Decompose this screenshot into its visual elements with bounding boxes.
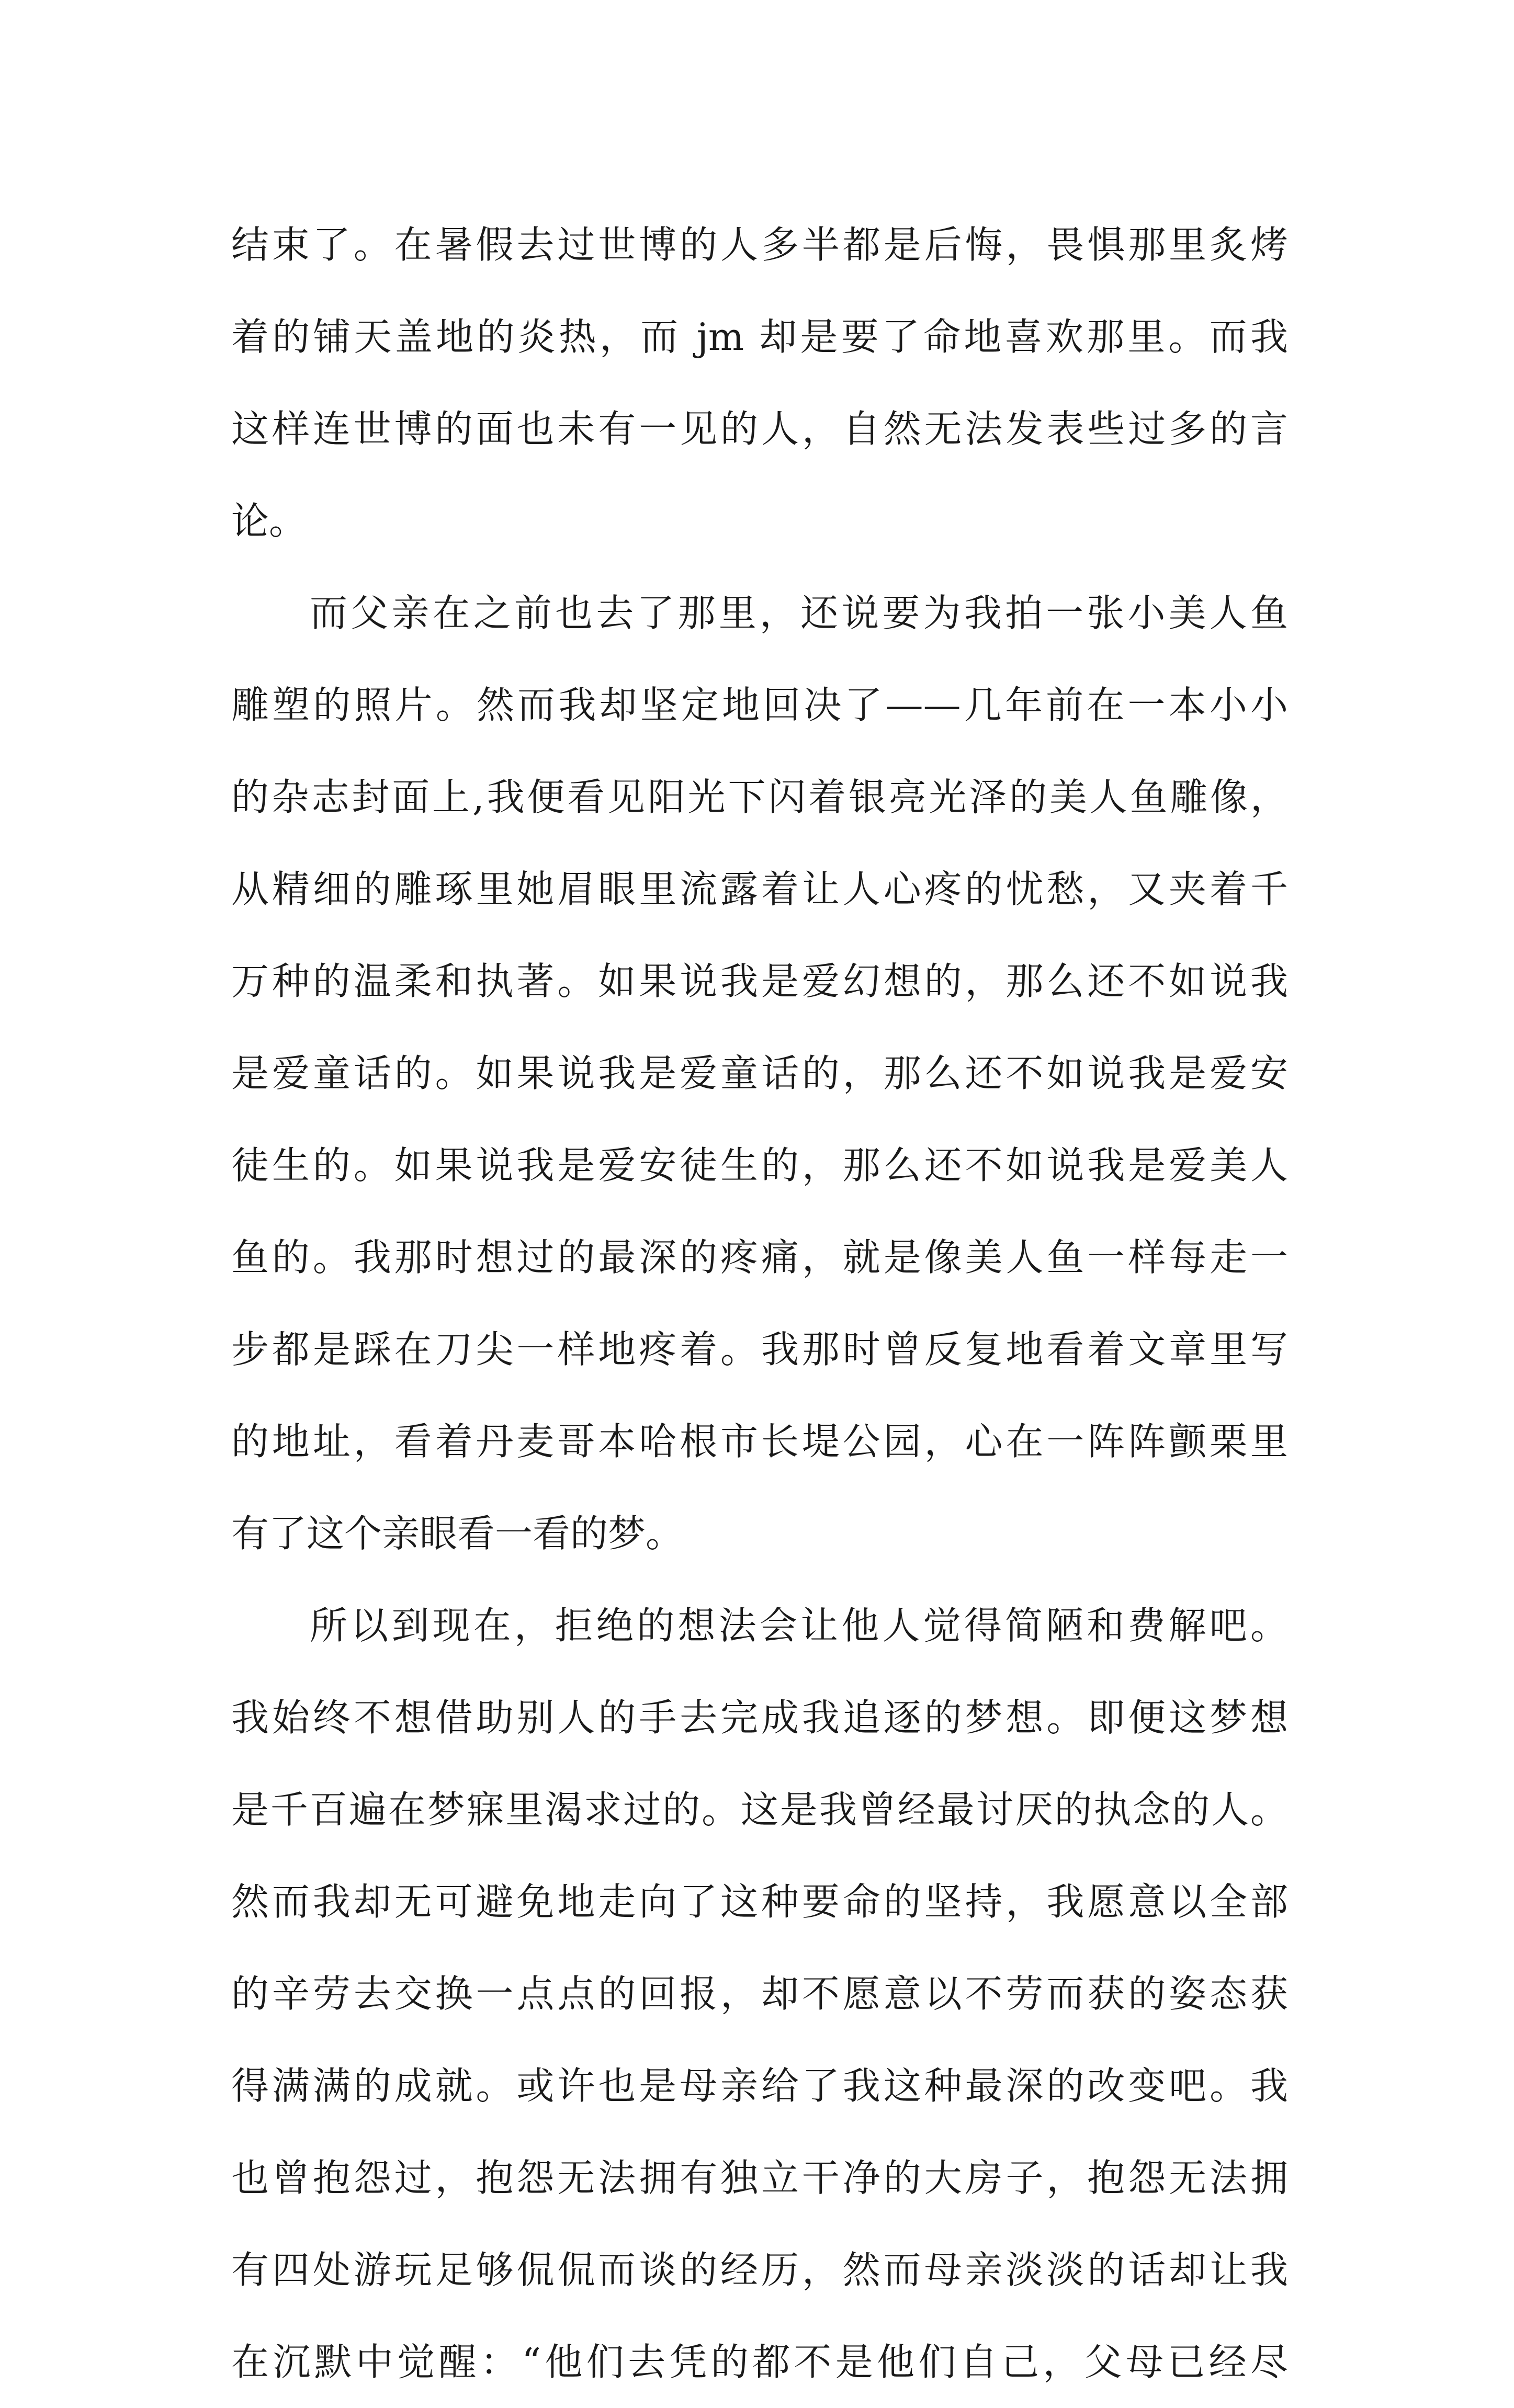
- text-line: 是爱童话的。如果说我是爱童话的，那么还不如说我是爱安: [231, 1051, 1288, 1095]
- paragraph-first-line: 而父亲在之前也去了那里，还说要为我拍一张小美人鱼: [310, 591, 1288, 635]
- text-line: 也曾抱怨过，抱怨无法拥有独立干净的大房子，抱怨无法拥: [231, 2156, 1288, 2200]
- text-line: 的地址，看着丹麦哥本哈根市长堤公园，心在一阵阵颤栗里: [231, 1419, 1288, 1463]
- text-line: 是千百遍在梦寐里渴求过的。这是我曾经最讨厌的执念的人。: [231, 1788, 1288, 1832]
- paragraph-first-line: 所以到现在，拒绝的想法会让他人觉得简陋和费解吧。: [310, 1604, 1288, 1648]
- text-line: 的杂志封面上,我便看见阳光下闪着银亮光泽的美人鱼雕像，: [231, 775, 1288, 819]
- text-line: 的辛劳去交换一点点的回报，却不愿意以不劳而获的姿态获: [231, 1972, 1288, 2016]
- text-line: 万种的温柔和执著。如果说我是爱幻想的，那么还不如说我: [231, 959, 1288, 1003]
- text-line: 雕塑的照片。然而我却坚定地回决了——几年前在一本小小: [231, 683, 1288, 727]
- text-line: 然而我却无可避免地走向了这种要命的坚持，我愿意以全部: [231, 1880, 1288, 1924]
- text-line: 徒生的。如果说我是爱安徒生的，那么还不如说我是爱美人: [231, 1143, 1288, 1187]
- text-line: 结束了。在暑假去过世博的人多半都是后悔，畏惧那里炙烤: [231, 223, 1288, 267]
- document-body: [231, 199, 1288, 2408]
- text-line: 有了这个亲眼看一看的梦。: [231, 1512, 684, 1555]
- text-line: 在沉默中觉醒：“他们去凭的都不是他们自己，父母已经尽: [231, 2340, 1288, 2384]
- text-line: 我始终不想借助别人的手去完成我追逐的梦想。即便这梦想: [231, 1696, 1288, 1740]
- text-line: 鱼的。我那时想过的最深的疼痛，就是像美人鱼一样每走一: [231, 1235, 1288, 1279]
- text-line: 论。: [231, 499, 307, 543]
- text-line: 有四处游玩足够侃侃而谈的经历，然而母亲淡淡的话却让我: [231, 2248, 1288, 2292]
- text-line: 着的铺天盖地的炎热，而 jm 却是要了命地喜欢那里。而我: [231, 315, 1288, 359]
- text-line: 这样连世博的面也未有一见的人，自然无法发表些过多的言: [231, 407, 1288, 451]
- text-line: 得满满的成就。或许也是母亲给了我这种最深的改变吧。我: [231, 2064, 1288, 2108]
- text-line: 步都是踩在刀尖一样地疼着。我那时曾反复地看着文章里写: [231, 1327, 1288, 1371]
- text-line: 从精细的雕琢里她眉眼里流露着让人心疼的忧愁，又夹着千: [231, 867, 1288, 911]
